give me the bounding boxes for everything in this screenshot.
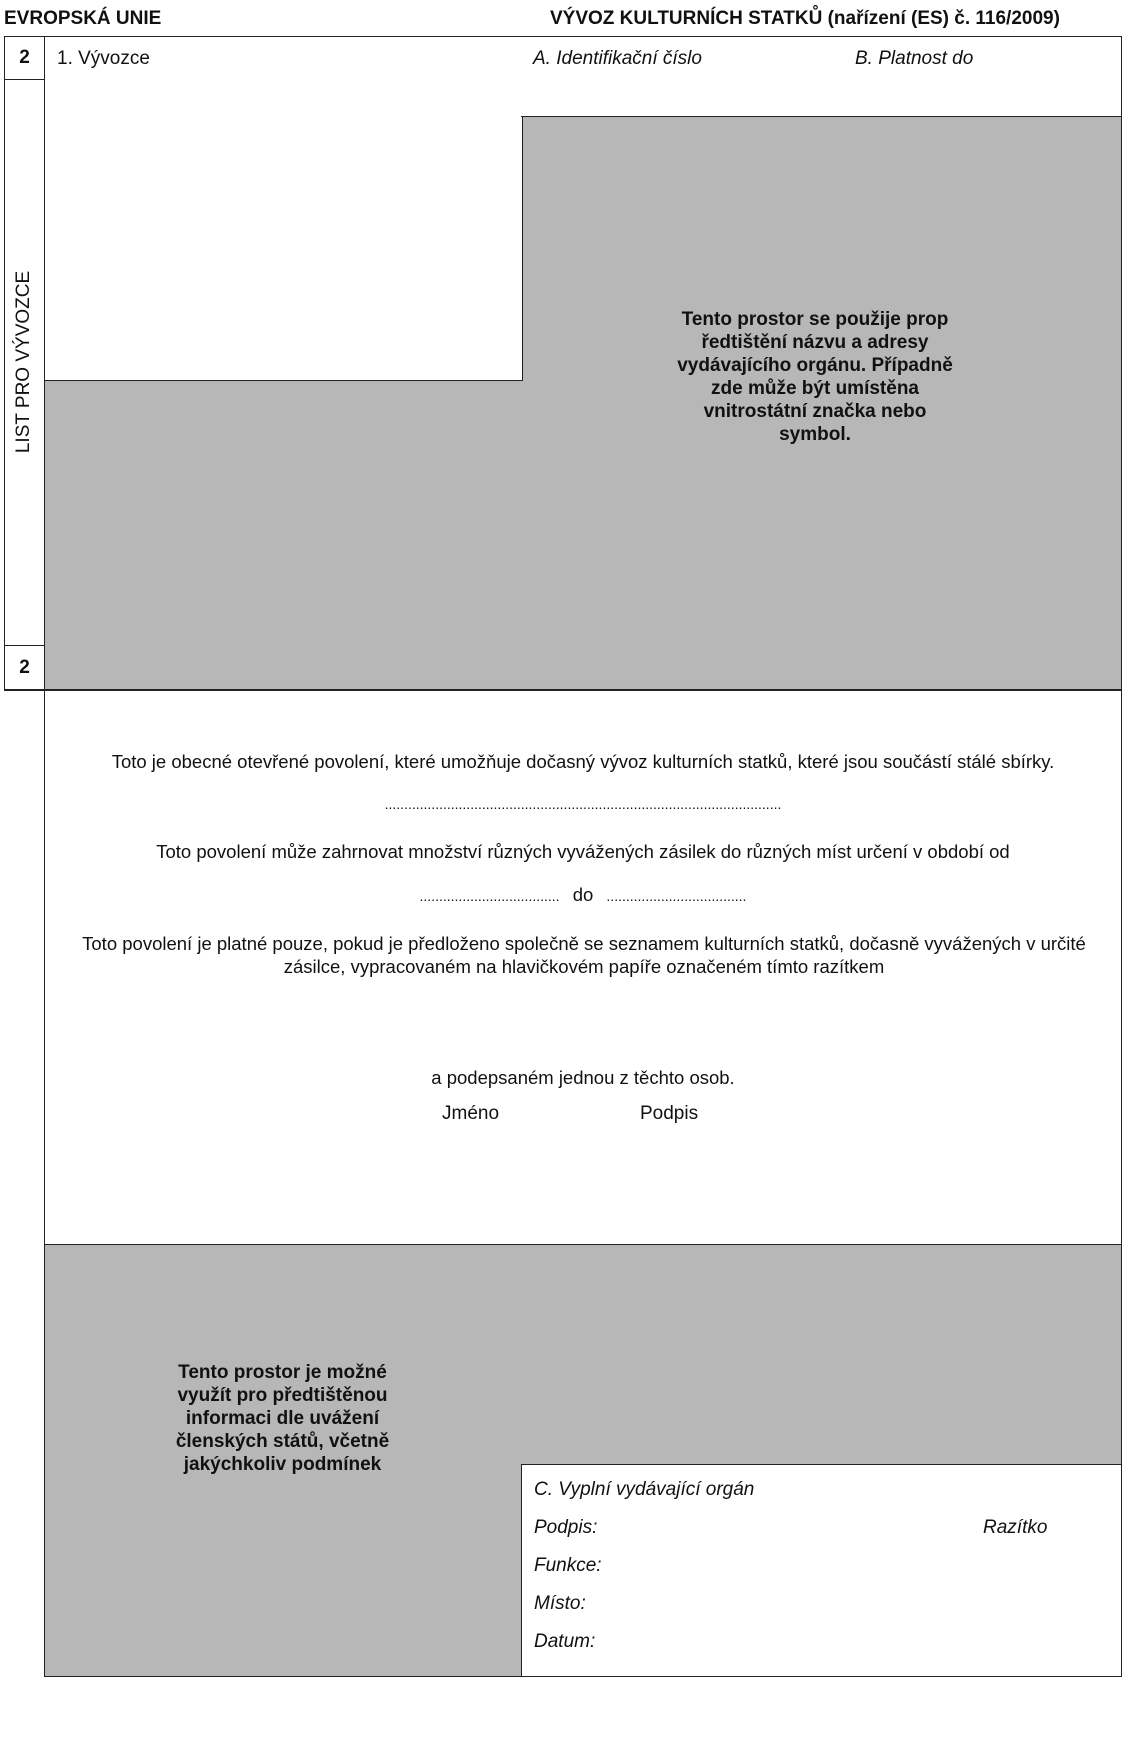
box-c-issuing-authority	[521, 1464, 1122, 1677]
box-1-label: 1. Vývozce	[57, 48, 150, 69]
box-b-label: B. Platnost do	[855, 48, 974, 69]
box-c-podpis: Podpis:	[534, 1517, 598, 1538]
side-label: LIST PRO VÝVOZCE	[13, 270, 34, 454]
gray-bottom-text: Tento prostor je možné využít pro předtištěnou informaci dle uvážení členských států, včetně jakýchkoliv podmínek	[175, 1362, 390, 1475]
box-c-datum: Datum:	[534, 1631, 596, 1652]
label-do: do	[572, 884, 594, 905]
gray-top-text: Tento prostor se použije prop ředtištění názvu a adresy vydávajícího orgánu. Případně zde může být umístěna vnitrostátní značka nebo symbol.	[677, 309, 953, 445]
box-a-identification	[521, 37, 845, 117]
label-jmeno: Jméno	[442, 1103, 500, 1124]
para-period: Toto povolení může zahrnovat množství různých vyvážených zásilek do různých míst určení v období od	[156, 841, 1010, 862]
header-right: VÝVOZ KULTURNÍCH STATKŮ (nařízení (ES) č. 116/2009)	[550, 8, 1060, 29]
dots-from: ....................................	[419, 888, 560, 904]
box-1-exporter	[45, 37, 523, 381]
copy-number-bottom-box	[4, 645, 45, 690]
label-podpis: Podpis	[640, 1103, 699, 1124]
copy-number-top: 2	[19, 47, 30, 68]
para-validity: Toto povolení je platné pouze, pokud je předloženo společně se seznamem kulturních statků, dočasně vyvážených v určité zásilce, vypracovaném na hlavičkovém papíře označeném tímto razítkem	[82, 933, 1086, 977]
box-a-label: A. Identifikační číslo	[533, 48, 702, 69]
para-signed: a podepsaném jednou z těchto osob.	[431, 1067, 735, 1088]
para-general-permit: Toto je obecné otevřené povolení, které umožňuje dočasný vývoz kulturních statků, které jsou součástí stálé sbírky.	[111, 751, 1055, 772]
box-c-funkce: Funkce:	[534, 1555, 602, 1576]
box-c-title: C. Vyplní vydávající orgán	[534, 1479, 755, 1500]
dots-to: ....................................	[606, 888, 747, 904]
dotted-line-1: ......................................................................................................	[384, 796, 782, 812]
box-b-validity	[843, 37, 1121, 117]
divider-line	[4, 689, 1122, 691]
box-c-razitko: Razítko	[983, 1517, 1048, 1538]
header-left: EVROPSKÁ UNIE	[4, 8, 162, 29]
copy-number-bottom: 2	[19, 656, 30, 678]
copy-number-top-box	[4, 36, 45, 80]
box-c-misto: Místo:	[534, 1593, 586, 1614]
period-row	[45, 884, 1121, 906]
